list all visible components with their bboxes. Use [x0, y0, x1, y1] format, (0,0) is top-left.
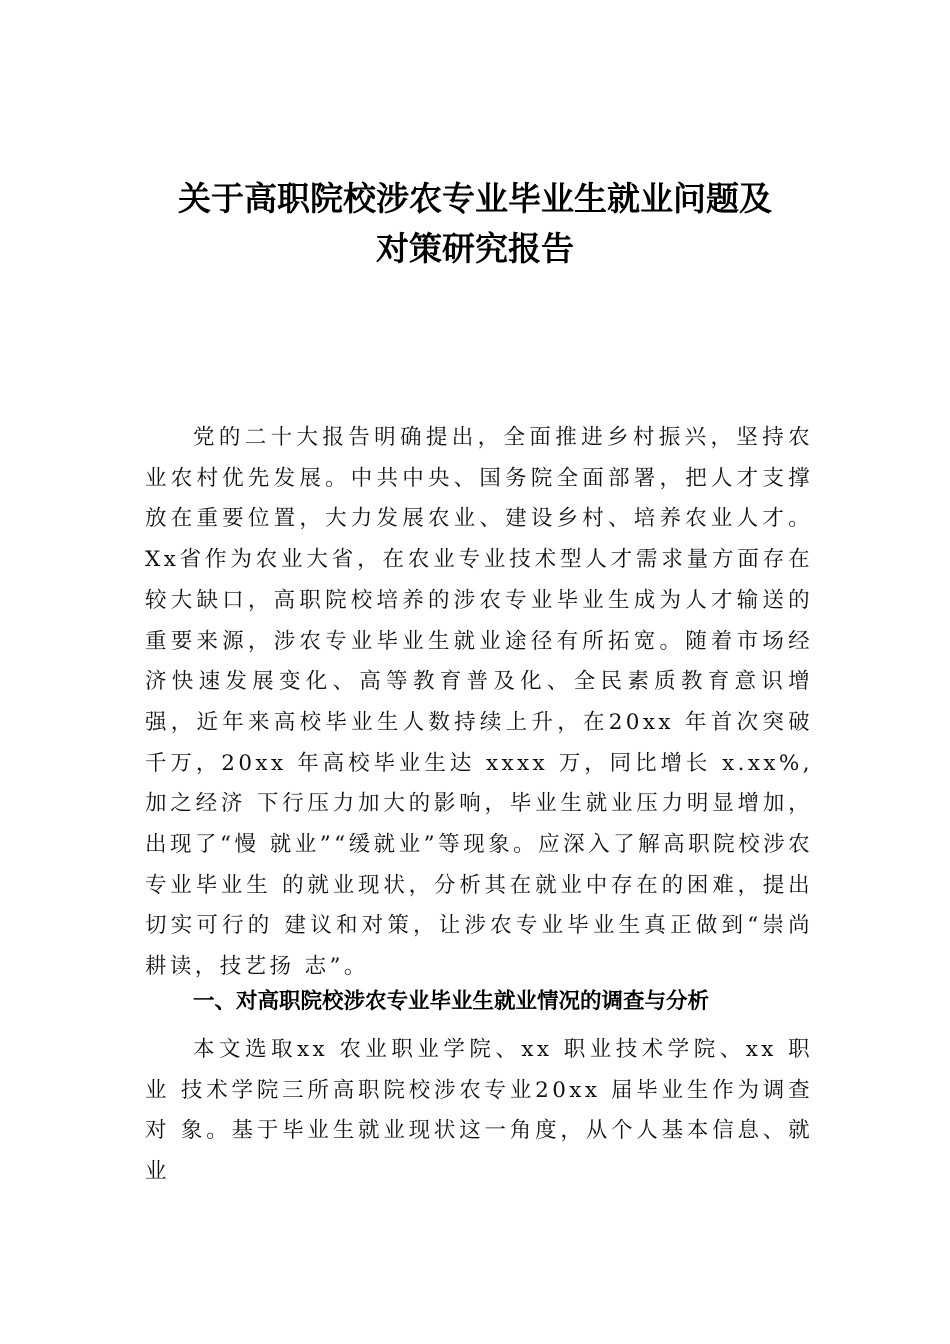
intro-paragraph: 党的二十大报告明确提出，全面推进乡村振兴，坚持农业农村优先发展。中共中央、国务院全面部署，把人才支撑放在重要位置，大力发展农业、建设乡村、培养农业人才。Xx省作为农业大省，在农业专业技术型人才需求量方面存在较大缺口，高职院校培养的涉农专业毕业生成为人才输送的重要来源，涉农专业毕业生就业途径有所拓宽。随着市场经济快速发展变化、高等教育普及化、全民素质教育意识增强，近年来高校毕业生人数持续上升，在20xx 年首次突破千万，20xx 年高校毕业生达 xxxx 万，同比增长 x.xx%, 加之经济 下行压力加大的影响，毕业生就业压力明显增加，出现了“慢 就业”“缓就业”等现象。应深入了解高职院校涉农专业毕业生 的就业现状，分析其在就业中存在的困难，提出切实可行的 建议和对策，让涉农专业毕业生真正做到“崇尚耕读，技艺扬 志”。	[145, 425, 813, 980]
section-1-heading: 一、对高职院校涉农专业毕业生就业情况的调查与分析	[193, 989, 710, 1014]
document-title-line-1: 关于高职院校涉农专业毕业生就业问题及	[178, 179, 772, 218]
section-1-paragraph: 本文选取xx 农业职业学院、xx 职业技术学院、xx 职业 技术学院三所高职院校涉农专业20xx 届毕业生作为调查对 象。基于毕业生就业现状这一角度，从个人基本信息、就业	[145, 1037, 813, 1185]
document-title-line-2: 对策研究报告	[376, 229, 574, 268]
